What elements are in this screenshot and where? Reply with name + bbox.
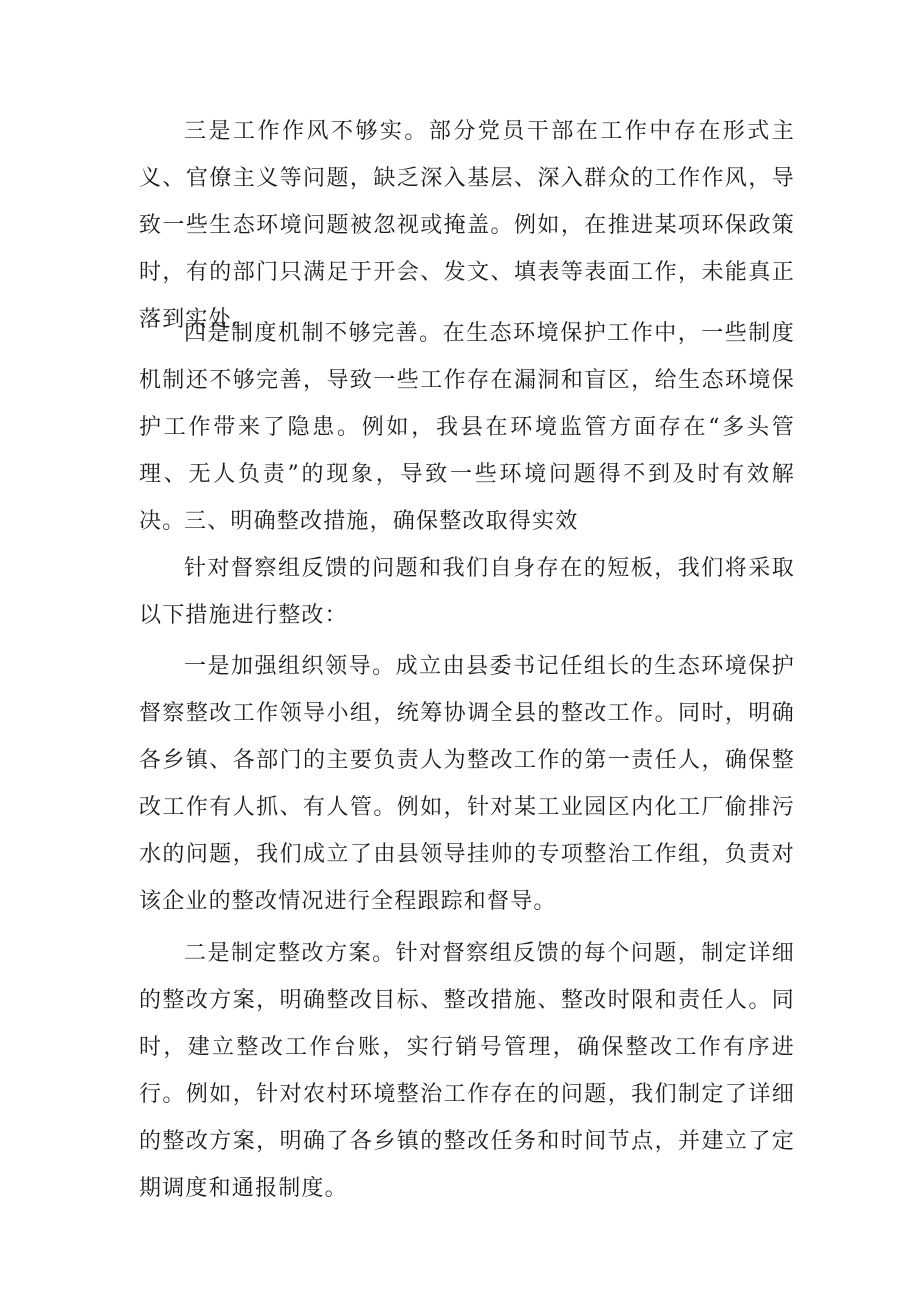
paragraph-intro: 针对督察组反馈的问题和我们自身存在的短板，我们将采取以下措施进行整改：	[139, 556, 795, 628]
paragraph-rectification-plan: 二是制定整改方案。针对督察组反馈的每个问题，制定详细的整改方案，明确整改目标、整改措施、整改时限和责任人。同时，建立整改工作台账，实行销号管理，确保整改工作有序进行。例如，针对农村环境整治工作存在的问题，我们制定了详细的整改方案，明确了各乡镇的整改任务和时间节点，并建立了定期调度和通报制度。	[139, 941, 795, 1201]
paragraph-system-mechanism: 四是制度机制不够完善。在生态环境保护工作中，一些制度机制还不够完善，导致一些工作存在漏洞和盲区，给生态环境保护工作带来了隐患。例如，我县在环境监管方面存在“多头管理、无人负责”的现象，导致一些环境问题得不到及时有效解决。	[139, 321, 795, 534]
paragraph-work-style: 三是工作作风不够实。部分党员干部在工作中存在形式主义、官僚主义等问题，缺乏深入基层、深入群众的工作作风，导致一些生态环境问题被忽视或掩盖。例如，在推进某项环保政策时，有的部门只满足于开会、发文、填表等表面工作，未能真正落到实处。	[139, 119, 795, 332]
section-heading: 三、明确整改措施，确保整改取得实效	[184, 509, 579, 534]
paragraph-leadership: 一是加强组织领导。成立由县委书记任组长的生态环境保护督察整改工作领导小组，统筹协调全县的整改工作。同时，明确各乡镇、各部门的主要负责人为整改工作的第一责任人，确保整改工作有人抓、有人管。例如，针对某工业园区内化工厂偷排污水的问题，我们成立了由县领导挂帅的专项整治工作组，负责对该企业的整改情况进行全程跟踪和督导。	[139, 654, 795, 914]
